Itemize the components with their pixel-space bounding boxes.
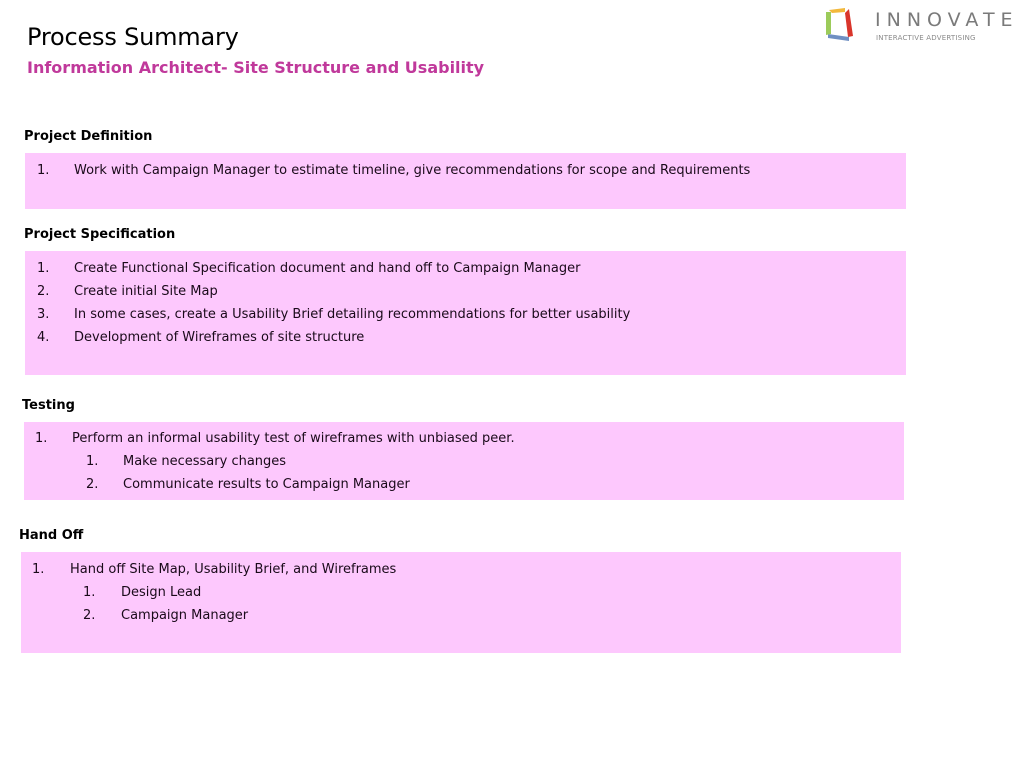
- section-box-project-definition: [25, 153, 906, 209]
- list-item-number: 1.: [83, 585, 96, 600]
- list-item-number: 4.: [37, 330, 50, 345]
- page-subtitle: Information Architect- Site Structure and Usability: [27, 58, 485, 77]
- section-label-project-definition: Project Definition: [24, 129, 153, 144]
- list-item-text: Communicate results to Campaign Manager: [123, 477, 410, 492]
- list-item-text: Work with Campaign Manager to estimate timeline, give recommendations for scope and Requirements: [74, 163, 751, 178]
- list-item-number: 1.: [37, 261, 50, 276]
- list-item-text: Design Lead: [121, 585, 202, 600]
- list-item-number: 2.: [37, 284, 50, 299]
- logo-tagline: INTERACTIVE ADVERTISING: [876, 34, 976, 42]
- list-item-number: 2.: [83, 608, 96, 623]
- list-item-text: Make necessary changes: [123, 454, 287, 469]
- list-item-number: 1.: [37, 163, 50, 178]
- list-item-number: 1.: [35, 431, 48, 446]
- list-item-text: Perform an informal usability test of wireframes with unbiased peer.: [72, 431, 515, 446]
- list-item-text: Campaign Manager: [121, 608, 249, 623]
- list-item-text: Hand off Site Map, Usability Brief, and Wireframes: [70, 562, 397, 577]
- innovate-logo: [823, 6, 1018, 46]
- list-item-number: 2.: [86, 477, 99, 492]
- section-label-hand-off: Hand Off: [19, 528, 84, 543]
- list-item-text: Create Functional Specification document and hand off to Campaign Manager: [74, 261, 581, 276]
- page-title: Process Summary: [27, 23, 239, 51]
- list-item-text: In some cases, create a Usability Brief detailing recommendations for better usability: [74, 307, 631, 322]
- logo-mark-icon: [823, 6, 859, 42]
- list-item-number: 3.: [37, 307, 50, 322]
- list-item-number: 1.: [32, 562, 45, 577]
- logo-wordmark: INNOVATE: [875, 9, 1019, 31]
- list-item-number: 1.: [86, 454, 99, 469]
- list-item-text: Development of Wireframes of site structure: [74, 330, 365, 345]
- list-item-text: Create initial Site Map: [74, 284, 218, 299]
- section-label-testing: Testing: [22, 398, 75, 413]
- section-label-project-specification: Project Specification: [24, 227, 176, 242]
